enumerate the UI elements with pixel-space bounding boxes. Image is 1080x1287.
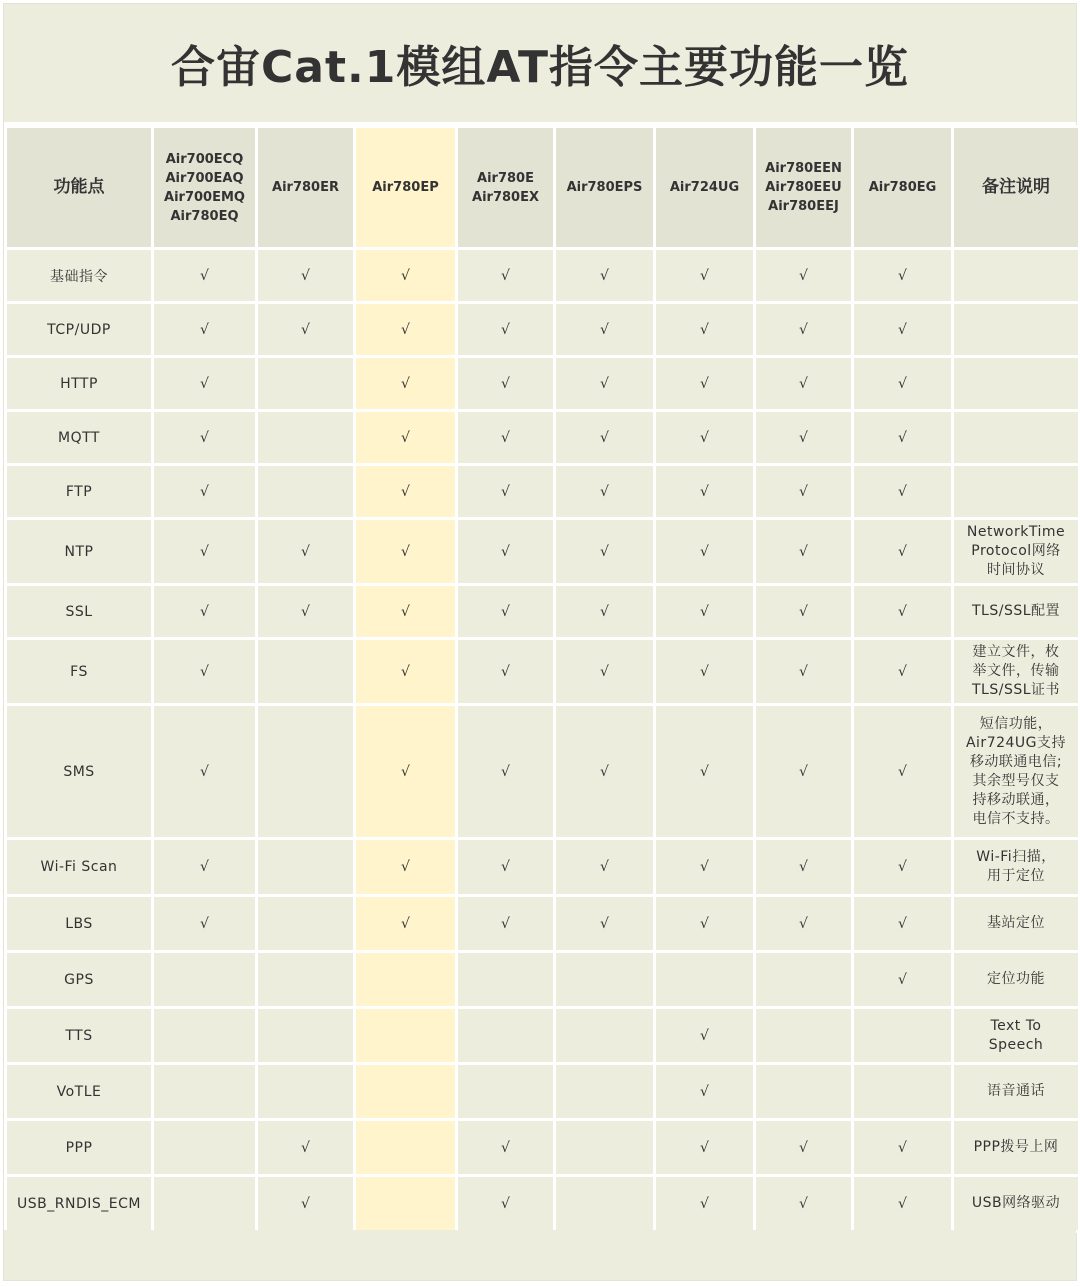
support-cell [457, 411, 555, 465]
check-mark: √ [700, 763, 709, 780]
support-cell [355, 952, 457, 1008]
support-cell [853, 357, 953, 411]
support-cell [257, 952, 355, 1008]
check-mark: √ [200, 267, 209, 284]
support-cell [457, 639, 555, 705]
support-cell [457, 896, 555, 952]
support-cell [655, 1064, 755, 1120]
support-cell [257, 896, 355, 952]
check-mark: √ [898, 483, 907, 500]
check-mark: √ [600, 915, 609, 932]
support-cell [355, 519, 457, 585]
table-row [6, 411, 1080, 465]
check-mark: √ [301, 267, 310, 284]
feature-cell: FTP [6, 465, 153, 519]
check-mark: √ [799, 543, 808, 560]
support-cell [153, 952, 257, 1008]
check-mark: √ [700, 429, 709, 446]
support-cell [755, 357, 853, 411]
support-cell [853, 585, 953, 639]
support-cell [755, 705, 853, 839]
support-cell [655, 1176, 755, 1232]
support-cell [355, 303, 457, 357]
check-mark: √ [501, 915, 510, 932]
table-row [6, 839, 1080, 896]
support-cell [853, 465, 953, 519]
support-cell [755, 585, 853, 639]
check-mark: √ [700, 915, 709, 932]
support-cell [555, 519, 655, 585]
support-cell [457, 519, 555, 585]
feature-cell: Wi-Fi Scan [6, 839, 153, 896]
note-cell [953, 357, 1080, 411]
check-mark: √ [898, 971, 907, 988]
support-cell [355, 249, 457, 303]
support-cell [853, 411, 953, 465]
check-mark: √ [600, 429, 609, 446]
check-mark: √ [799, 915, 808, 932]
check-mark: √ [301, 543, 310, 560]
support-cell [853, 1064, 953, 1120]
support-cell [555, 839, 655, 896]
support-cell [153, 411, 257, 465]
check-mark: √ [898, 543, 907, 560]
table-row [6, 705, 1080, 839]
check-mark: √ [700, 1027, 709, 1044]
note-cell: PPP拨号上网 [953, 1120, 1080, 1176]
support-cell [755, 249, 853, 303]
support-cell [755, 303, 853, 357]
model-header: Air780EEN Air780EEU Air780EEJ [755, 127, 853, 249]
check-mark: √ [898, 603, 907, 620]
support-cell [153, 357, 257, 411]
support-cell [257, 357, 355, 411]
support-cell [655, 303, 755, 357]
support-cell [655, 839, 755, 896]
support-cell [153, 585, 257, 639]
check-mark: √ [600, 267, 609, 284]
check-mark: √ [799, 603, 808, 620]
check-mark: √ [799, 429, 808, 446]
feature-cell: MQTT [6, 411, 153, 465]
check-mark: √ [600, 321, 609, 338]
support-cell [355, 465, 457, 519]
check-mark: √ [401, 267, 410, 284]
model-header: Air780EG [853, 127, 953, 249]
support-cell [257, 1120, 355, 1176]
check-mark: √ [401, 429, 410, 446]
model-header: Air780EP [355, 127, 457, 249]
feature-cell: TTS [6, 1008, 153, 1064]
table-row [6, 303, 1080, 357]
check-mark: √ [401, 763, 410, 780]
table-row [6, 519, 1080, 585]
check-mark: √ [700, 267, 709, 284]
check-mark: √ [401, 321, 410, 338]
note-cell [953, 249, 1080, 303]
table-row [6, 357, 1080, 411]
check-mark: √ [401, 375, 410, 392]
check-mark: √ [700, 859, 709, 875]
page-title: 合宙Cat.1模组AT指令主要功能一览 [171, 42, 909, 93]
support-cell [555, 1064, 655, 1120]
note-cell: 定位功能 [953, 952, 1080, 1008]
support-cell [457, 1120, 555, 1176]
support-cell [257, 705, 355, 839]
header-row [6, 127, 1080, 249]
support-cell [755, 411, 853, 465]
feature-header: 功能点 [6, 127, 153, 249]
check-mark: √ [501, 1195, 510, 1212]
support-cell [153, 705, 257, 839]
support-cell [257, 1008, 355, 1064]
model-header: Air700ECQ Air700EAQ Air700EMQ Air780EQ [153, 127, 257, 249]
support-cell [555, 465, 655, 519]
support-cell [755, 519, 853, 585]
support-cell [555, 705, 655, 839]
support-cell [555, 411, 655, 465]
support-cell [355, 585, 457, 639]
support-cell [853, 639, 953, 705]
notes-header: 备注说明 [953, 127, 1080, 249]
model-header: Air780ER [257, 127, 355, 249]
check-mark: √ [200, 859, 209, 875]
check-mark: √ [799, 1195, 808, 1212]
check-mark: √ [700, 1083, 709, 1100]
support-cell [457, 1064, 555, 1120]
support-cell [257, 303, 355, 357]
check-mark: √ [200, 429, 209, 446]
check-mark: √ [898, 663, 907, 680]
support-cell [555, 1008, 655, 1064]
support-cell [457, 705, 555, 839]
check-mark: √ [700, 483, 709, 500]
support-cell [153, 1008, 257, 1064]
check-mark: √ [501, 321, 510, 338]
check-mark: √ [799, 321, 808, 338]
support-cell [153, 1176, 257, 1232]
table-row [6, 465, 1080, 519]
check-mark: √ [799, 663, 808, 680]
support-cell [153, 519, 257, 585]
support-cell [555, 952, 655, 1008]
support-cell [457, 465, 555, 519]
check-mark: √ [501, 267, 510, 284]
support-cell [853, 1176, 953, 1232]
support-cell [457, 585, 555, 639]
support-cell [457, 952, 555, 1008]
note-cell: TLS/SSL配置 [953, 585, 1080, 639]
support-cell [257, 249, 355, 303]
support-cell [655, 639, 755, 705]
support-cell [355, 1008, 457, 1064]
support-cell [153, 249, 257, 303]
support-cell [257, 1176, 355, 1232]
check-mark: √ [898, 1139, 907, 1156]
support-cell [257, 839, 355, 896]
page [3, 3, 1077, 1281]
support-cell [655, 896, 755, 952]
check-mark: √ [700, 1139, 709, 1156]
footer-bar [4, 1230, 1076, 1280]
model-header: Air780EPS [555, 127, 655, 249]
support-cell [355, 896, 457, 952]
check-mark: √ [301, 1139, 310, 1156]
check-mark: √ [700, 543, 709, 560]
check-mark: √ [799, 483, 808, 500]
support-cell [853, 1008, 953, 1064]
check-mark: √ [600, 483, 609, 500]
support-cell [257, 639, 355, 705]
support-cell [555, 1176, 655, 1232]
check-mark: √ [898, 859, 907, 875]
feature-cell: PPP [6, 1120, 153, 1176]
support-cell [655, 465, 755, 519]
support-cell [853, 1120, 953, 1176]
support-cell [755, 1008, 853, 1064]
table-row [6, 1120, 1080, 1176]
check-mark: √ [898, 375, 907, 392]
check-mark: √ [200, 483, 209, 500]
support-cell [457, 1008, 555, 1064]
support-cell [555, 249, 655, 303]
check-mark: √ [401, 483, 410, 500]
check-mark: √ [700, 321, 709, 338]
support-cell [355, 705, 457, 839]
check-mark: √ [501, 375, 510, 392]
support-cell [457, 303, 555, 357]
support-cell [655, 411, 755, 465]
support-cell [655, 952, 755, 1008]
support-cell [853, 839, 953, 896]
feature-cell: FS [6, 639, 153, 705]
check-mark: √ [200, 543, 209, 560]
feature-cell: USB_RNDIS_ECM [6, 1176, 153, 1232]
note-cell: Wi-Fi扫描， 用于定位 [953, 839, 1080, 896]
table-body [6, 249, 1080, 1232]
feature-cell: 基础指令 [6, 249, 153, 303]
check-mark: √ [600, 763, 609, 780]
support-cell [755, 1120, 853, 1176]
support-cell [153, 896, 257, 952]
support-cell [655, 705, 755, 839]
support-cell [853, 705, 953, 839]
check-mark: √ [898, 915, 907, 932]
feature-cell: VoTLE [6, 1064, 153, 1120]
feature-cell: GPS [6, 952, 153, 1008]
check-mark: √ [898, 321, 907, 338]
support-cell [655, 357, 755, 411]
table-row [6, 585, 1080, 639]
support-cell [153, 303, 257, 357]
check-mark: √ [898, 1195, 907, 1212]
support-cell [355, 357, 457, 411]
feature-cell: LBS [6, 896, 153, 952]
feature-cell: TCP/UDP [6, 303, 153, 357]
check-mark: √ [799, 267, 808, 284]
support-cell [355, 1064, 457, 1120]
support-cell [755, 639, 853, 705]
support-cell [853, 303, 953, 357]
support-cell [555, 585, 655, 639]
check-mark: √ [501, 429, 510, 446]
check-mark: √ [799, 375, 808, 392]
support-cell [853, 896, 953, 952]
check-mark: √ [401, 603, 410, 620]
support-cell [257, 585, 355, 639]
check-mark: √ [898, 429, 907, 446]
support-cell [355, 639, 457, 705]
support-cell [655, 519, 755, 585]
table-row [6, 249, 1080, 303]
support-cell [355, 839, 457, 896]
support-cell [457, 839, 555, 896]
support-cell [257, 519, 355, 585]
note-cell: Text To Speech [953, 1008, 1080, 1064]
feature-cell: SSL [6, 585, 153, 639]
note-cell [953, 303, 1080, 357]
check-mark: √ [501, 663, 510, 680]
table-row [6, 952, 1080, 1008]
support-cell [755, 1176, 853, 1232]
support-cell [853, 519, 953, 585]
support-cell [755, 896, 853, 952]
check-mark: √ [799, 859, 808, 875]
model-header: Air780E Air780EX [457, 127, 555, 249]
check-mark: √ [501, 543, 510, 560]
table-row [6, 896, 1080, 952]
check-mark: √ [700, 1195, 709, 1212]
table-row [6, 1008, 1080, 1064]
table-row [6, 1176, 1080, 1232]
check-mark: √ [600, 663, 609, 680]
check-mark: √ [200, 663, 209, 680]
support-cell [153, 1064, 257, 1120]
support-cell [853, 952, 953, 1008]
check-mark: √ [700, 663, 709, 680]
check-mark: √ [401, 543, 410, 560]
support-cell [853, 249, 953, 303]
check-mark: √ [200, 375, 209, 392]
check-mark: √ [799, 763, 808, 780]
note-cell [953, 465, 1080, 519]
title-bar [4, 4, 1076, 125]
support-cell [555, 303, 655, 357]
support-cell [655, 1120, 755, 1176]
support-cell [755, 952, 853, 1008]
check-mark: √ [200, 763, 209, 780]
support-cell [655, 249, 755, 303]
support-cell [755, 1064, 853, 1120]
check-mark: √ [799, 1139, 808, 1156]
support-cell [457, 1176, 555, 1232]
support-cell [555, 639, 655, 705]
feature-table [4, 125, 1080, 1233]
note-cell: USB网络驱动 [953, 1176, 1080, 1232]
check-mark: √ [898, 763, 907, 780]
check-mark: √ [898, 267, 907, 284]
note-cell: 短信功能， Air724UG支持 移动联通电信; 其余型号仅支 持移动联通， 电信不支持。 [953, 705, 1080, 839]
check-mark: √ [501, 603, 510, 620]
check-mark: √ [501, 859, 510, 875]
check-mark: √ [700, 603, 709, 620]
check-mark: √ [401, 915, 410, 932]
support-cell [755, 465, 853, 519]
note-cell: 基站定位 [953, 896, 1080, 952]
note-cell: 建立文件，枚 举文件，传输 TLS/SSL证书 [953, 639, 1080, 705]
check-mark: √ [200, 915, 209, 932]
support-cell [153, 639, 257, 705]
support-cell [153, 465, 257, 519]
check-mark: √ [600, 859, 609, 875]
support-cell [555, 896, 655, 952]
check-mark: √ [200, 603, 209, 620]
support-cell [153, 1120, 257, 1176]
check-mark: √ [401, 663, 410, 680]
check-mark: √ [700, 375, 709, 392]
note-cell [953, 411, 1080, 465]
table-row [6, 639, 1080, 705]
feature-cell: HTTP [6, 357, 153, 411]
check-mark: √ [501, 483, 510, 500]
check-mark: √ [600, 603, 609, 620]
check-mark: √ [600, 543, 609, 560]
table-row [6, 1064, 1080, 1120]
support-cell [457, 357, 555, 411]
support-cell [355, 1176, 457, 1232]
feature-cell: SMS [6, 705, 153, 839]
check-mark: √ [501, 763, 510, 780]
note-cell: NetworkTime Protocol网络 时间协议 [953, 519, 1080, 585]
check-mark: √ [301, 321, 310, 338]
support-cell [755, 839, 853, 896]
support-cell [257, 411, 355, 465]
check-mark: √ [501, 1139, 510, 1156]
support-cell [355, 411, 457, 465]
support-cell [257, 1064, 355, 1120]
support-cell [257, 465, 355, 519]
support-cell [355, 1120, 457, 1176]
support-cell [655, 585, 755, 639]
check-mark: √ [301, 603, 310, 620]
support-cell [153, 839, 257, 896]
check-mark: √ [401, 859, 410, 875]
support-cell [457, 249, 555, 303]
model-header: Air724UG [655, 127, 755, 249]
check-mark: √ [200, 321, 209, 338]
feature-cell: NTP [6, 519, 153, 585]
support-cell [555, 357, 655, 411]
support-cell [555, 1120, 655, 1176]
support-cell [655, 1008, 755, 1064]
note-cell: 语音通话 [953, 1064, 1080, 1120]
check-mark: √ [301, 1195, 310, 1212]
check-mark: √ [600, 375, 609, 392]
